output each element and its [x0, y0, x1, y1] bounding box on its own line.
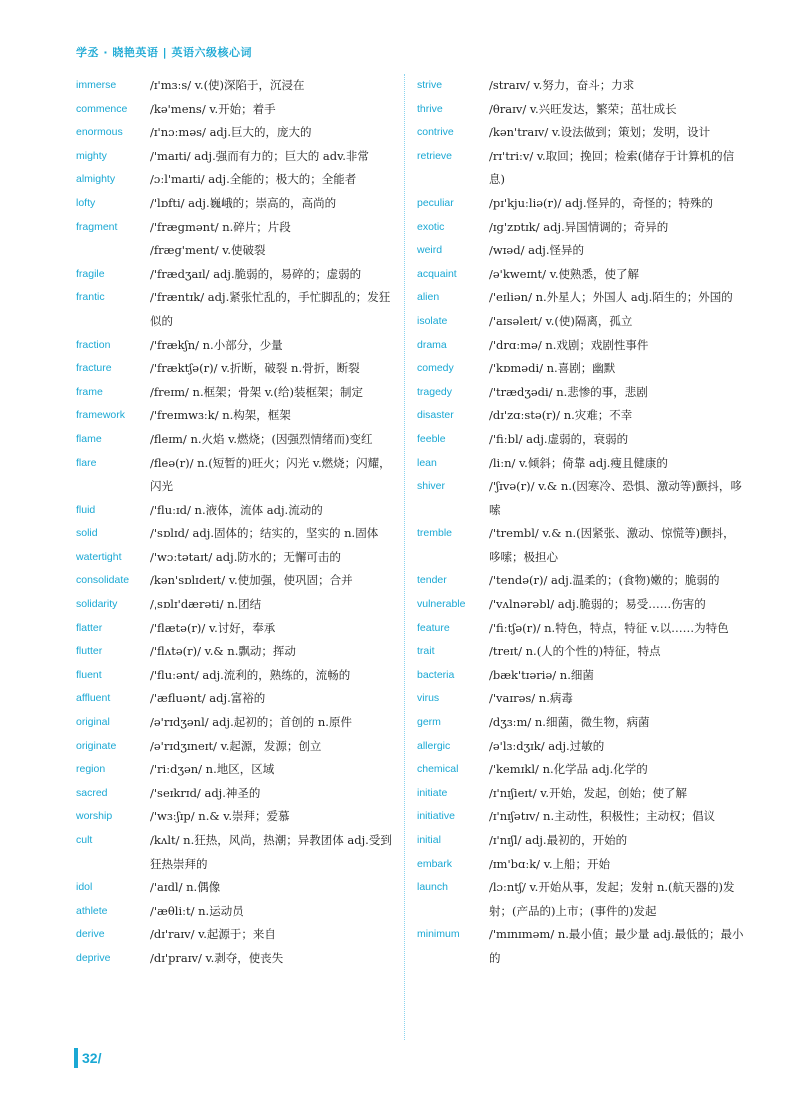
- vocab-word: feeble: [417, 432, 446, 445]
- vocab-entry: [417, 829, 745, 853]
- vocab-definition: /'kemɪkl/ n.化学品 adj.化学的: [489, 762, 648, 777]
- vocab-entry: [417, 310, 745, 334]
- vocab-word: tremble: [417, 527, 453, 540]
- vocab-entry: [417, 876, 745, 923]
- vocab-word: worship: [76, 810, 113, 823]
- vocab-word: launch: [417, 881, 448, 894]
- vocab-entry: [417, 381, 745, 405]
- vocab-entry: [76, 499, 396, 523]
- vocab-entry: [76, 452, 396, 499]
- vocab-word: exotic: [417, 220, 445, 233]
- vocab-word: fraction: [76, 338, 111, 351]
- vocab-entry: [417, 145, 745, 192]
- vocab-word: peculiar: [417, 196, 454, 209]
- vocab-word: strive: [417, 79, 443, 91]
- vocab-entry: [76, 640, 396, 664]
- vocab-definition: /ə'kweɪnt/ v.使熟悉，使了解: [489, 266, 639, 281]
- vocab-word: trait: [417, 645, 435, 658]
- vocab-entry: [76, 947, 396, 971]
- vocab-definition: /'trædʒədi/ n.悲惨的事，悲剧: [489, 384, 648, 399]
- vocab-definition: /freɪm/ n.框架；骨架 v.(给)装框架；制定: [150, 384, 364, 399]
- vocab-word: original: [76, 716, 110, 729]
- vocab-entry: [417, 664, 745, 688]
- vocab-definition: /'fluːɪd/ n.液体，流体 adj.流动的: [150, 502, 323, 517]
- vocab-entry: [76, 735, 396, 759]
- vocab-word: minimum: [417, 928, 460, 941]
- vocab-entry: [76, 192, 396, 216]
- vocab-word: comedy: [417, 362, 454, 375]
- vocab-definition: /fleə(r)/ n.(短暂的)旺火；闪光 v.燃烧；闪耀，闪光: [150, 455, 391, 494]
- vocab-definition: /'riːdʒən/ n.地区，区域: [150, 762, 275, 777]
- vocab-entry: [417, 758, 745, 782]
- vocab-entry: [417, 640, 745, 664]
- vocab-word: allergic: [417, 739, 451, 752]
- vocab-entry: [417, 805, 745, 829]
- vocab-word: sacred: [76, 786, 108, 799]
- vocab-definition: /dɪ'raɪv/ v.起源于；来自: [150, 927, 276, 942]
- vocab-word: tragedy: [417, 385, 453, 398]
- vocab-word: derive: [76, 928, 105, 941]
- vocab-word: retrieve: [417, 149, 453, 162]
- vocab-word: consolidate: [76, 574, 130, 587]
- vocab-entry: [417, 853, 745, 877]
- vocab-word: chemical: [417, 763, 459, 776]
- vocab-definition: /'tendə(r)/ adj.温柔的；(食物)嫩的；脆弱的: [489, 573, 720, 588]
- vocab-word: tender: [417, 574, 447, 587]
- vocab-entry: [76, 617, 396, 641]
- vocab-entry: [417, 782, 745, 806]
- vocab-word: framework: [76, 409, 126, 422]
- vocab-entry: [417, 192, 745, 216]
- vocab-entry: [417, 263, 745, 287]
- vocab-entry: [76, 522, 396, 546]
- vocab-entry: [417, 475, 745, 522]
- vocab-definition: /ɪ'nɪʃieɪt/ v.开始，发起，创始；使了解: [489, 785, 688, 800]
- vocab-entry: [417, 98, 745, 122]
- vocab-definition: /'freɪmwɜːk/ n.构架，框架: [150, 408, 291, 423]
- vocab-entry: [76, 569, 396, 593]
- vocab-definition: /'eɪliən/ n.外星人；外国人 adj.陌生的；外国的: [489, 290, 733, 305]
- vocab-word: mighty: [76, 149, 107, 162]
- vocab-word: virus: [417, 692, 440, 705]
- vocab-definition: /'æfluənt/ adj.富裕的: [150, 691, 266, 706]
- vocab-definition: /'fiːtʃə(r)/ n.特色，特点，特征 v.以……为特色: [489, 620, 729, 635]
- vocab-entry: [76, 805, 396, 829]
- vocab-definition: /ɪ'nɪʃl/ adj.最初的，开始的: [489, 833, 628, 847]
- vocab-entry: [76, 404, 396, 428]
- vocab-definition: /'frækʃn/ n.小部分，少量: [150, 337, 283, 352]
- vocab-word: vulnerable: [417, 598, 466, 611]
- vocab-definition: /straɪv/ v.努力，奋斗；力求: [489, 78, 635, 92]
- vocab-entry: [76, 145, 396, 169]
- vocab-definition: /ɪ'nɪʃətɪv/ n.主动性，积极性；主动权；倡议: [489, 809, 716, 824]
- vocab-word: fragment: [76, 220, 118, 233]
- vocab-definition: /'fræktʃə(r)/ v.折断，破裂 n.骨折，断裂: [150, 361, 360, 376]
- vocab-word: commence: [76, 102, 128, 115]
- vocab-entry: [417, 711, 745, 735]
- vocab-definition: /'sɒlɪd/ adj.固体的；结实的，坚实的 n.固体: [150, 526, 379, 541]
- vocab-entry: [76, 546, 396, 570]
- vocab-entry: [417, 569, 745, 593]
- vocab-word: solid: [76, 527, 98, 540]
- vocab-entry: [417, 357, 745, 381]
- vocab-word: cult: [76, 834, 93, 846]
- vocab-word: feature: [417, 621, 450, 634]
- vocab-word: isolate: [417, 314, 448, 327]
- vocab-entry: [76, 357, 396, 381]
- vocab-word: almighty: [76, 173, 116, 186]
- vocab-definition: /'flʌtə(r)/ v.& n.飘动；挥动: [150, 644, 296, 659]
- column-divider: [404, 74, 405, 1040]
- vocab-entry: [417, 286, 745, 310]
- vocab-definition: /pɪ'kjuːliə(r)/ adj.怪异的，奇怪的；特殊的: [489, 195, 713, 210]
- vocab-definition: /kən'sɒlɪdeɪt/ v.使加强，使巩固；合并: [150, 573, 353, 588]
- vocab-word: drama: [417, 338, 447, 351]
- vocab-entry: [417, 735, 745, 759]
- vocab-entry: [76, 98, 396, 122]
- vocab-entry: [76, 334, 396, 358]
- vocab-definition: /'mɪnɪməm/ n.最小值；最少量 adj.最低的；最小的: [489, 927, 744, 965]
- vocab-entry: [76, 900, 396, 924]
- vocab-entry: [417, 74, 745, 98]
- vocab-word: watertight: [76, 550, 122, 563]
- vocab-definition: /θraɪv/ v.兴旺发达，繁荣；茁壮成长: [489, 101, 677, 116]
- vocab-word: thrive: [417, 102, 443, 115]
- vocab-word: shiver: [417, 480, 446, 493]
- vocab-word: contrive: [417, 126, 454, 139]
- vocab-entry: [417, 593, 745, 617]
- vocab-entry: [417, 121, 745, 145]
- vocab-entry: [76, 216, 396, 240]
- vocab-entry: [76, 263, 396, 287]
- vocab-entry: [76, 711, 396, 735]
- vocab-entry: [76, 286, 396, 333]
- vocab-entry: [76, 381, 396, 405]
- vocab-definition: /'fræntɪk/ adj.紧张忙乱的，手忙脚乱的；发狂似的: [150, 290, 391, 328]
- vocab-word: frame: [76, 385, 103, 398]
- vocab-word: frantic: [76, 291, 105, 304]
- vocab-word: enormous: [76, 126, 123, 139]
- vocab-word: immerse: [76, 79, 117, 91]
- vocab-entry: [76, 593, 396, 617]
- vocab-definition: /ɔːl'maɪti/ adj.全能的；极大的；全能者: [150, 172, 357, 187]
- vocab-definition: /kʌlt/ n.狂热，风尚，热潮；异教团体 adj.受到狂热崇拜的: [150, 833, 392, 871]
- vocab-entry: [76, 758, 396, 782]
- vocab-word: embark: [417, 857, 453, 870]
- vocab-definition: /treɪt/ n.(人的个性的)特征，特点: [489, 644, 661, 659]
- vocab-definition: /bæk'tɪəriə/ n.细菌: [489, 667, 594, 682]
- vocab-entry: [417, 216, 745, 240]
- vocab-definition: /ə'rɪdʒənl/ adj.起初的；首创的 n.原件: [150, 715, 352, 730]
- vocab-word: athlete: [76, 904, 108, 917]
- vocab-word: fluid: [76, 503, 96, 516]
- page-number: 32/: [74, 1048, 101, 1068]
- vocab-definition: /'fluːənt/ adj.流利的，熟练的，流畅的: [150, 667, 351, 682]
- page-header: 学丞 · 晓艳英语 | 英语六级核心词: [76, 46, 253, 59]
- vocab-word: lofty: [76, 196, 96, 209]
- vocab-entry: [76, 923, 396, 947]
- vocab-word: acquaint: [417, 267, 457, 280]
- vocab-definition: /'ʃɪvə(r)/ v.& n.(因寒冷、恐惧、激动等)颤抖，哆嗦: [489, 479, 742, 517]
- vocab-entry: [417, 428, 745, 452]
- vocab-word: weird: [417, 244, 443, 257]
- vocab-entry: [76, 74, 396, 98]
- vocab-word: flatter: [76, 621, 103, 634]
- vocab-definition: /'drɑːmə/ n.戏剧；戏剧性事件: [489, 337, 649, 352]
- vocab-definition: /dɪ'praɪv/ v.剥夺，使丧失: [150, 950, 284, 965]
- vocab-definition: /fleɪm/ n.火焰 v.燃烧；(因强烈情绪而)变红: [150, 431, 373, 446]
- vocab-definition: /'wɜːʃɪp/ n.& v.崇拜；爱慕: [150, 809, 290, 824]
- vocab-definition: /ɪ'mɜːs/ v.(使)深陷于，沉浸在: [150, 78, 305, 92]
- vocab-definition: /'kɒmədi/ n.喜剧；幽默: [489, 361, 616, 376]
- vocab-word: initiative: [417, 810, 455, 823]
- vocab-definition: /ə'lɜːdʒɪk/ adj.过敏的: [489, 738, 605, 753]
- vocab-definition: /dʒɜːm/ n.细菌，微生物，病菌: [489, 715, 650, 730]
- vocab-word: alien: [417, 291, 440, 304]
- vocab-definition: /ˌsɒlɪ'dærəti/ n.团结: [150, 597, 262, 612]
- vocab-definition: /liːn/ v.倾斜；倚靠 adj.瘦且健康的: [489, 455, 668, 470]
- vocab-entry: [417, 522, 745, 569]
- vocab-word: region: [76, 763, 106, 776]
- vocab-definition: /'maɪti/ adj.强而有力的；巨大的 adv.非常: [150, 148, 369, 163]
- vocab-entry: [417, 687, 745, 711]
- vocab-definition: /'vaɪrəs/ n.病毒: [489, 691, 573, 706]
- vocab-entry: [417, 239, 745, 263]
- vocab-entry: [76, 829, 396, 876]
- vocab-definition: /wɪəd/ adj.怪异的: [489, 243, 585, 258]
- vocab-definition: /'wɔːtətaɪt/ adj.防水的；无懈可击的: [150, 549, 341, 564]
- vocab-word: fluent: [76, 668, 102, 681]
- vocab-word: originate: [76, 739, 117, 752]
- vocab-definition: /'frægmənt/ n.碎片；片段: [150, 219, 291, 234]
- vocab-word: bacteria: [417, 668, 455, 681]
- vocab-entry: [417, 923, 745, 970]
- vocab-entry: [76, 664, 396, 688]
- vocab-definition: /'flætə(r)/ v.讨好，奉承: [150, 620, 276, 635]
- vocab-entry: [76, 239, 396, 263]
- vocab-word: germ: [417, 716, 441, 729]
- vocab-definition: /lɔːntʃ/ v.开始从事，发起；发射 n.(航天器的)发射；(产品的)上市；(事件的)发起: [489, 880, 735, 918]
- vocab-definition: /ɪ'nɔːməs/ adj.巨大的，庞大的: [150, 125, 312, 140]
- right-column: [417, 74, 745, 971]
- vocab-entry: [417, 404, 745, 428]
- vocab-definition: /ɪg'zɒtɪk/ adj.异国情调的；奇异的: [489, 219, 669, 234]
- vocab-entry: [76, 687, 396, 711]
- vocab-word: fracture: [76, 362, 112, 375]
- vocab-definition: /'seɪkrɪd/ adj.神圣的: [150, 785, 261, 800]
- vocab-word: fragile: [76, 267, 105, 280]
- vocab-word: lean: [417, 456, 437, 469]
- vocab-definition: /dɪ'zɑːstə(r)/ n.灾难；不幸: [489, 408, 633, 423]
- vocab-definition: /'trembl/ v.& n.(因紧张、激动、惊慌等)颤抖，哆嗦；极担心: [489, 526, 735, 564]
- vocab-definition: /'aɪdl/ n.偶像: [150, 880, 221, 895]
- vocab-definition: /'vʌlnərəbl/ adj.脆弱的；易受……伤害的: [489, 597, 706, 612]
- vocab-word: initiate: [417, 786, 448, 799]
- vocab-entry: [417, 617, 745, 641]
- vocab-definition: /ɪm'bɑːk/ v.上船；开始: [489, 856, 611, 871]
- vocab-word: disaster: [417, 409, 454, 422]
- vocab-entry: [76, 782, 396, 806]
- vocab-entry: [417, 334, 745, 358]
- vocab-word: flare: [76, 456, 97, 469]
- vocab-word: affluent: [76, 692, 111, 705]
- vocab-word: flutter: [76, 645, 103, 658]
- vocab-entry: [76, 168, 396, 192]
- vocab-word: solidarity: [76, 598, 118, 611]
- vocab-definition: /'aɪsəleɪt/ v.(使)隔离，孤立: [489, 313, 633, 328]
- vocab-definition: /kə'mens/ v.开始；着手: [150, 101, 276, 116]
- vocab-definition: /'fiːbl/ adj.虚弱的，衰弱的: [489, 431, 629, 446]
- vocab-definition: /kən'traɪv/ v.设法做到；策划；发明，设计: [489, 125, 711, 140]
- vocab-entry: [417, 452, 745, 476]
- vocab-entry: [76, 121, 396, 145]
- vocab-definition: /'æθliːt/ n.运动员: [150, 903, 244, 918]
- vocab-definition: /'lɒfti/ adj.巍峨的；崇高的，高尚的: [150, 195, 337, 210]
- left-column: [76, 74, 396, 971]
- vocab-entry: [76, 876, 396, 900]
- vocab-entry: [76, 428, 396, 452]
- vocab-word: flame: [76, 432, 102, 445]
- vocab-word: idol: [76, 881, 93, 894]
- vocab-word: initial: [417, 834, 441, 846]
- vocab-definition: /fræg'ment/ v.使破裂: [150, 243, 266, 258]
- vocab-word: deprive: [76, 951, 111, 964]
- vocab-definition: /'frædʒaɪl/ adj.脆弱的，易碎的；虚弱的: [150, 266, 362, 281]
- vocab-definition: /rɪ'triːv/ v.取回；挽回；检索(储存于计算机的信息): [489, 148, 735, 187]
- vocab-definition: /ə'rɪdʒɪneɪt/ v.起源，发源；创立: [150, 738, 322, 753]
